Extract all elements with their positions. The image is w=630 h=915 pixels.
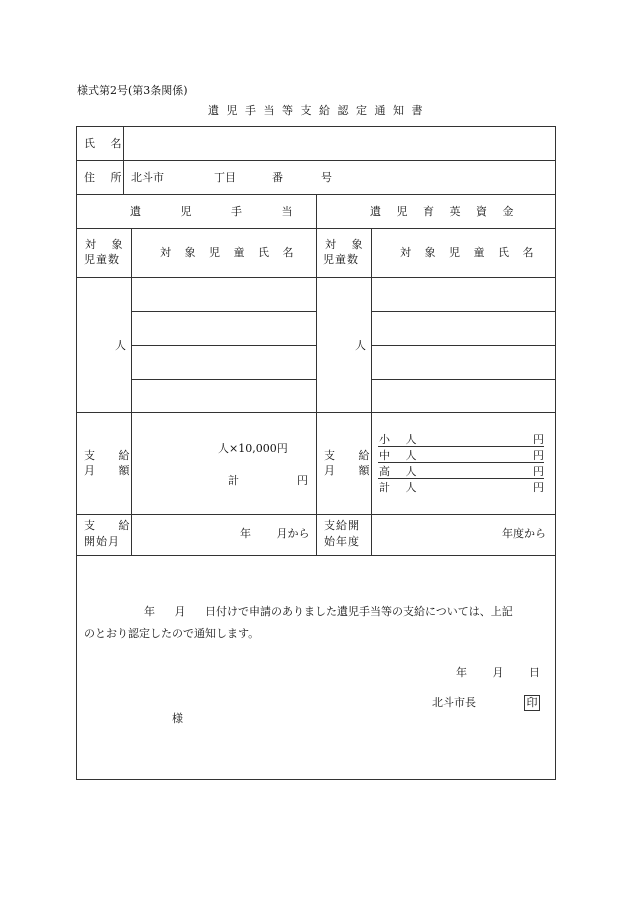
row-divider [76,555,556,556]
start-month-label: 支 給 [84,519,140,532]
name-row-line [371,379,556,380]
address-chome: 丁目 [214,171,236,184]
child-name-header-teate: 対 象 児 童 氏 名 [160,246,299,259]
row-divider [76,160,556,161]
name-row-line [131,379,316,380]
section-ikuei: 遺 児 育 英 資 金 [370,205,520,218]
page-title: 遺 児 手 当 等 支 給 認 定 通 知 書 [208,104,425,117]
person-unit-ikuei: 人 [355,339,366,352]
address-go: 号 [321,171,332,184]
ikuei-row-label: 計 人 [379,481,423,494]
date-line: 年 月 日 [456,666,540,679]
form-number: 様式第2号(第3条関係) [77,84,188,97]
ikuei-row-unit: 円 [533,449,544,462]
start-month-label-2: 開始月 [84,535,120,548]
col-divider [371,228,372,555]
teate-formula: 人×10,000円 [218,442,288,455]
payment-label-teate-2: 月 額 [84,464,140,477]
col-divider [131,228,132,555]
payment-label-ikuei-2: 月 額 [324,464,380,477]
address-label: 住 所 [84,171,128,184]
recipient-suffix: 様 [172,712,183,725]
person-unit-teate: 人 [115,339,126,352]
issuer: 北斗市長 [432,696,476,709]
start-year-label-2: 始年度 [324,535,360,548]
col-divider [316,194,317,555]
ikuei-row-label: 中 人 [379,449,423,462]
notice-text-2: のとおり認定したので通知します。 [84,627,260,640]
ikuei-row-label: 高 人 [379,465,423,478]
teate-total-label: 計 [228,474,239,487]
start-year-label: 支給開 [324,519,360,532]
address-city: 北斗市 [131,171,164,184]
name-row-line [131,345,316,346]
count-label-teate: 対 象 [85,238,129,251]
count-label-teate-2: 児童数 [84,253,120,266]
stamp-box: 印 [524,695,540,711]
ikuei-row-unit: 円 [533,481,544,494]
child-name-header-ikuei: 対 象 児 童 氏 名 [400,246,539,259]
start-year-value: 年度から [502,527,546,540]
name-label: 氏 名 [84,137,128,150]
ikuei-row-label: 小 人 [379,433,423,446]
name-row-line [371,311,556,312]
payment-label-teate: 支 給 [84,449,140,462]
ikuei-row-unit: 円 [533,433,544,446]
name-row-line [131,311,316,312]
section-teate: 遺 児 手 当 [130,205,311,218]
count-label-ikuei-2: 児童数 [323,253,359,266]
name-row-line [371,345,556,346]
payment-label-ikuei: 支 給 [324,449,380,462]
notice-text: 年 月 日付けで申請のありました遺児手当等の支給については、上記 [144,605,513,618]
count-label-ikuei: 対 象 [325,238,369,251]
teate-total-unit: 円 [297,474,308,487]
ikuei-row-unit: 円 [533,465,544,478]
start-month-value: 年 月から [240,527,310,540]
address-ban: 番 [272,171,283,184]
